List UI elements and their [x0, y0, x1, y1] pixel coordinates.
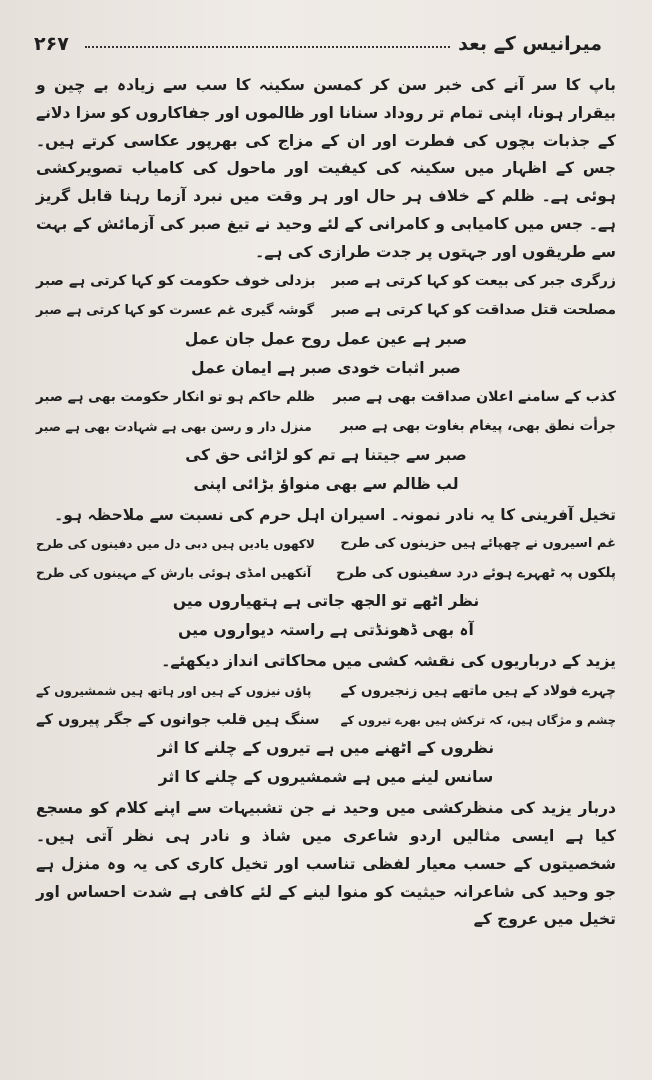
centered-verse: صبر اثبات خودی صبر ہے ایمان عمل [191, 358, 461, 377]
verse-right: مصلحت قتل صداقت کو کہا کرتی ہے صبر [331, 302, 616, 319]
verse-right: چشم و مژگاں ہیں، کہ ترکش ہیں بھرے تیروں کے [340, 712, 616, 727]
centered-verse: صبر ہے عین عمل روح عمل جان عمل [184, 329, 468, 348]
centered-verse: سانس لینے میں ہے شمشیروں کے چلنے کا اثر [158, 768, 494, 787]
verse-line [36, 267, 616, 296]
page-header [34, 30, 602, 58]
centered-verse: آہ بھی ڈھونڈتی ہے راستہ دیواروں میں [178, 621, 474, 640]
centered-verse: نظروں کے اٹھنے میں ہے تیروں کے چلنے کا اثر [157, 739, 495, 758]
centered-verse: نظر اٹھے تو الجھ جاتی ہے ہتھیاروں میں [172, 592, 480, 611]
verse-line [36, 296, 616, 325]
verse-right: جرأت نطق بھی، پیغام بغاوت بھی ہے صبر [340, 418, 616, 435]
centered-verse: لب ظالم سے بھی منواؤ بڑائی اپنی [193, 474, 459, 493]
verse-line [36, 412, 616, 441]
verse-left: پاؤں نیزوں کے ہیں اور ہاتھ ہیں شمشیروں کے [36, 683, 312, 698]
verse-left: گوشہ گیری غم عسرت کو کہا کرتی ہے صبر [36, 302, 315, 318]
verse-left: سنگ ہیں قلب جوانوں کے جگر پیروں کے [36, 711, 320, 728]
paragraph-courtiers: یزید کے درباریوں کی نقشہ کشی میں محاکاتی انداز دیکھئے۔ [161, 652, 616, 671]
verse-line [36, 558, 616, 587]
verse-left: لاکھوں یادیں ہیں دبی دل میں دفینوں کی طرح [36, 536, 315, 551]
verse-left: منزل دار و رسن بھی ہے شہادت بھی ہے صبر [36, 418, 312, 434]
verse-left: آنکھیں امڈی ہوئی بارش کے مہینوں کی طرح [36, 565, 312, 581]
centered-verse: صبر سے جیتنا ہے تم کو لڑائی حق کی [185, 445, 467, 464]
verse-left: ظلم حاکم ہو تو انکار حکومت بھی ہے صبر [36, 389, 316, 406]
paragraph-captives: تخیل آفرینی کا یہ نادر نمونہ۔ اسیران اہل حرم کی نسبت سے ملاحظہ ہو۔ [54, 505, 616, 524]
paragraph-conclusion: دربار یزید کی منظرکشی میں وحید نے جن تشبیہات سے اپنے کلام کو مسجع کیا ہے ایسی مثالیں اردو شاعری میں شاذ و نادر ہی نظر آتی ہیں۔ شخصیتوں کے حسب معیار لفظی تناسب اور تخیل کاری کی یہ وہ منزل ہے جو وحید کی شاعرانہ حیثیت کو منوا لینے کے لئے کافی ہے شدت احساس اور تخیل میں عروج کے [36, 799, 616, 929]
verse-line [36, 383, 616, 412]
verse-line [36, 705, 616, 734]
verse-line [36, 529, 616, 558]
verse-right: غم اسیروں نے چھپائے ہیں حزینوں کی طرح [340, 536, 616, 552]
page-number: ۲۶۷ [34, 33, 69, 55]
header-dotted-rule [85, 46, 450, 48]
verse-left: بزدلی خوف حکومت کو کہا کرتی ہے صبر [36, 273, 316, 290]
verse-line [36, 676, 616, 705]
verse-right: پلکوں پہ ٹھہرے ہوئے درد سفینوں کی طرح [336, 564, 616, 581]
page-body [36, 72, 616, 934]
paragraph-intro: باپ کا سر آنے کی خبر سن کر کمسن سکینہ کا سب سے زیادہ بے چین و بیقرار ہونا، اپنی تمام تر روداد سنانا اور ظالموں اور جفاکاروں کو سزا دلانے کے جذبات بچوں کی فطرت اور ان کے مزاج کی بھرپور عکاسی کرتے ہیں۔ جس کے اظہار میں سکینہ کی کیفیت اور ماحول کی کامیاب تصویرکشی ہوئی ہے۔ ظلم کے خلاف ہر حال اور ہر وقت میں نبرد آزما رہنا قابل گریز ہے۔ جس میں کامیابی و کامرانی کے لئے وحید نے تیغ صبر کی آزمائش کے بہت سے طریقوں اور جہتوں پر جدت طرازی کی ہے۔ [36, 76, 616, 261]
verse-right: چہرے فولاد کے ہیں ماتھے ہیں زنجیروں کے [340, 682, 616, 699]
verse-right: کذب کے سامنے اعلان صداقت بھی ہے صبر [333, 389, 616, 406]
verse-right: زرگری جبر کی بیعت کو کہا کرتی ہے صبر [331, 273, 616, 290]
running-title: میرانیس کے بعد [458, 33, 602, 55]
